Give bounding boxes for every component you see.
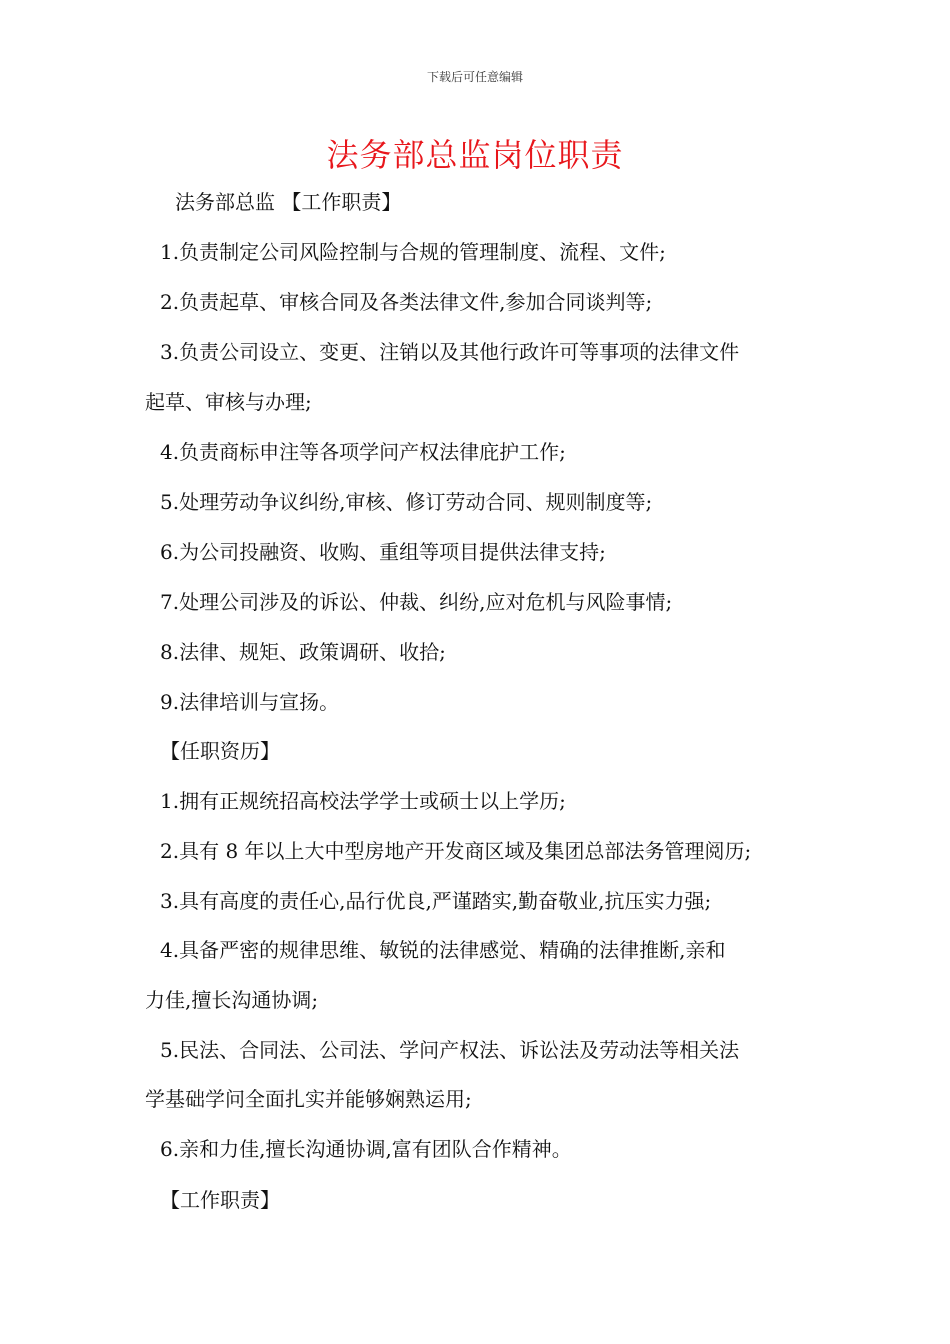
intro-line: 法务部总监 【工作职责】 (175, 190, 402, 214)
duty-item: 1.负责制定公司风险控制与合规的管理制度、流程、文件; (160, 240, 666, 264)
duty-item: 3.负责公司设立、变更、注销以及其他行政许可等事项的法律文件 (160, 340, 740, 364)
qualification-item: 1.拥有正规统招高校法学学士或硕士以上学历; (160, 789, 566, 813)
header-note: 下载后可任意编辑 (426, 70, 523, 84)
qualification-item-continuation: 学基础学问全面扎实并能够娴熟运用; (145, 1087, 472, 1111)
qualification-item: 3.具有高度的责任心,品行优良,严谨踏实,勤奋敬业,抗压实力强; (160, 889, 712, 913)
qualification-item: 2.具有 8 年以上大中型房地产开发商区域及集团总部法务管理阅历; (160, 839, 752, 863)
qualification-item: 4.具备严密的规律思维、敏锐的法律感觉、精确的法律推断,亲和 (160, 938, 726, 962)
duty-item: 8.法律、规矩、政策调研、收拾; (160, 640, 446, 664)
duty-item: 2.负责起草、审核合同及各类法律文件,参加合同谈判等; (160, 290, 653, 314)
qualification-item: 5.民法、合同法、公司法、学问产权法、诉讼法及劳动法等相关法 (160, 1038, 740, 1062)
duty-item: 5.处理劳动争议纠纷,审核、修订劳动合同、规则制度等; (160, 490, 653, 514)
duty-item: 7.处理公司涉及的诉讼、仲裁、纠纷,应对危机与风险事情; (160, 590, 673, 614)
duty-item: 9.法律培训与宣扬。 (160, 690, 340, 714)
next-section-heading: 【工作职责】 (160, 1188, 280, 1212)
duty-item: 4.负责商标申注等各项学问产权法律庇护工作; (160, 440, 566, 464)
qualifications-heading: 【任职资历】 (160, 739, 280, 763)
qualification-item-continuation: 力佳,擅长沟通协调; (145, 988, 319, 1012)
document-title: 法务部总监岗位职责 (326, 136, 624, 174)
duty-item-continuation: 起草、审核与办理; (145, 390, 312, 414)
qualification-item: 6.亲和力佳,擅长沟通协调,富有团队合作精神。 (160, 1137, 572, 1161)
duty-item: 6.为公司投融资、收购、重组等项目提供法律支持; (160, 540, 606, 564)
